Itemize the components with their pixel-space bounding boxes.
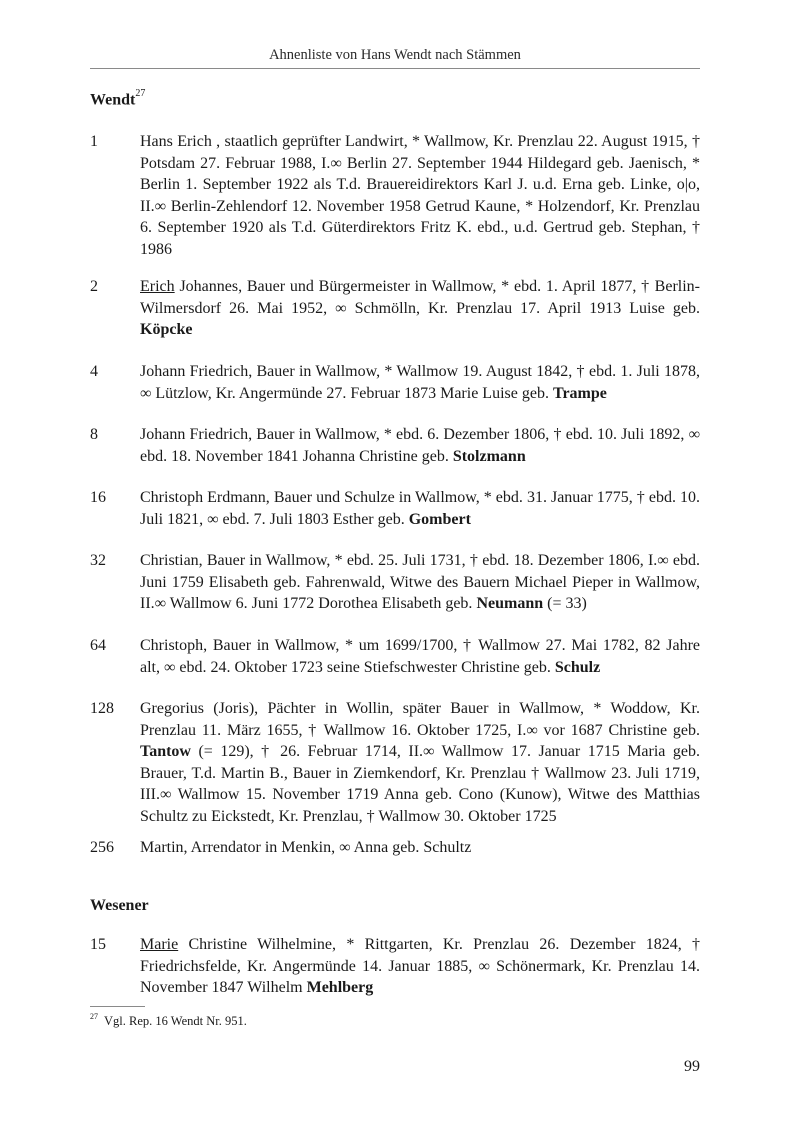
entry-text [140, 361, 700, 404]
ancestor-entry [90, 276, 700, 341]
entry-number: 16 [90, 489, 106, 506]
running-head: Ahnenliste von Hans Wendt nach Stämmen [269, 47, 521, 63]
surname-bold: Tantow [140, 743, 191, 760]
surname-bold: Gombert [408, 510, 471, 528]
entry-text-segment: Christine Wilhelmine, * Rittgarten, Kr. Prenzlau 26. Dezember 1824, † Friedrichsfelde, Kr. Angermünde 14. Januar 1885, ∞ Schönermark, Kr. Prenzlau 14. November 1847 Wilhelm [140, 936, 700, 996]
surname-bold: Stolzmann [452, 447, 526, 465]
ancestor-entry [90, 635, 700, 678]
ancestor-entry [90, 550, 700, 615]
entry-number: 128 [90, 700, 114, 717]
entry-text-segment: Christoph Erdmann, Bauer und Schulze in Wallmow, * ebd. 31. Januar 1775, † ebd. 10. Juli 1821, ∞ ebd. 7. Juli 1803 Esther geb. [140, 489, 700, 528]
section-title-text: Wesener [90, 897, 149, 914]
entry-text [140, 131, 700, 260]
surname-bold: Mehlberg [306, 979, 374, 996]
ancestor-entry [90, 698, 700, 827]
entry-text-segment: Johann Friedrich, Bauer in Wallmow, * Wallmow 19. August 1842, † ebd. 1. Juli 1878, ∞ Lützlow, Kr. Angermünde 27. Februar 1873 Marie Luise geb. [140, 363, 700, 402]
page-number: 99 [684, 1058, 700, 1075]
entry-text [140, 550, 700, 615]
ancestor-entry [90, 487, 700, 530]
ancestor-entry [90, 837, 700, 859]
entry-text-segment: Johannes, Bauer und Bürgermeister in Wallmow, * ebd. 1. April 1877, † Berlin-Wilmersdorf 26. Mai 1952, ∞ Schmölln, Kr. Prenzlau 17. April 1913 Luise geb. [140, 278, 700, 317]
entry-number: 1 [90, 133, 98, 150]
entry-number: 2 [90, 278, 98, 295]
section-title-wesener [90, 897, 149, 915]
entry-number: 64 [90, 637, 106, 654]
entry-text-segment: (= 33) [543, 595, 587, 612]
footnote-mark: 27 [90, 1012, 98, 1021]
entry-text [140, 698, 700, 827]
entry-text [140, 487, 700, 530]
entry-number: 8 [90, 426, 98, 443]
given-name-underlined: Erich [140, 278, 175, 295]
entry-text [140, 635, 700, 678]
entry-text-segment: Johann Friedrich, Bauer in Wallmow, * ebd. 6. Dezember 1806, † ebd. 10. Juli 1892, ∞ ebd. 18. November 1841 Johanna Christine geb. [140, 426, 700, 465]
ancestor-entry [90, 934, 700, 999]
entry-text [140, 934, 700, 999]
ancestor-entry [90, 424, 700, 467]
footnote-text: Vgl. Rep. 16 Wendt Nr. 951. [104, 1014, 247, 1029]
entry-text [140, 424, 700, 467]
entry-text [140, 276, 700, 341]
entry-number: 32 [90, 552, 106, 569]
section-title-wendt [90, 90, 145, 109]
entry-text-segment: Martin, Arrendator in Menkin, ∞ Anna geb. Schultz [140, 839, 472, 856]
entry-number: 256 [90, 839, 114, 856]
footnote-reference: 27 [135, 88, 146, 99]
ancestor-entry [90, 131, 700, 260]
surname-bold: Köpcke [140, 321, 193, 338]
entry-number: 4 [90, 363, 98, 380]
surname-bold: Schulz [554, 658, 601, 676]
entry-text-segment: Gregorius (Joris), Pächter in Wollin, später Bauer in Wallmow, * Woddow, Kr. Prenzlau 11. März 1655, † Wallmow 16. Oktober 1725, I.∞ vor 1687 Christine geb. [140, 700, 700, 739]
given-name-underlined: Marie [140, 936, 179, 953]
surname-bold: Neumann [476, 595, 544, 612]
entry-text-segment: (= 129), † 26. Februar 1714, II.∞ Wallmow 17. Januar 1715 Maria geb. Brauer, T.d. Martin B., Bauer in Ziemkendorf, Kr. Prenzlau † Wallmow 23. Juli 1719, III.∞ Wallmow 15. November 1719 Anna geb. Cono (Kunow), Witwe des Matthias Schultz zu Eickstedt, Kr. Prenzlau, † Wallmow 30. Oktober 1725 [140, 743, 700, 825]
entry-text-segment: Christian, Bauer in Wallmow, * ebd. 25. Juli 1731, † ebd. 18. Dezember 1806, I.∞ ebd. Juni 1759 Elisabeth geb. Fahrenwald, Witwe des Bauern Michael Pieper in Wallmow, II.∞ Wallmow 6. Juni 1772 Dorothea Elisabeth geb. [140, 552, 700, 612]
section-title-text: Wendt [90, 91, 136, 109]
surname-bold: Trampe [552, 384, 607, 402]
entry-number: 15 [90, 936, 106, 953]
entry-text-segment: Hans Erich , staatlich geprüfter Landwirt, * Wallmow, Kr. Prenzlau 22. August 1915, † Potsdam 27. Februar 1988, I.∞ Berlin 27. September 1944 Hildegard geb. Jaenisch, * Berlin 1. September 1922 als T.d. Brauereidirektors Karl J. u.d. Erna geb. Linke, o|o, II.∞ Berlin-Zehlendorf 12. November 1958 Getrud Kaune, * Holzendorf, Kr. Prenzlau 6. September 1920 als T.d. Güterdirektors Fritz K. ebd., u.d. Gertrud geb. Stephan, † 1986 [140, 133, 700, 258]
header-rule [90, 68, 700, 69]
ancestor-entry [90, 361, 700, 404]
footnote [90, 1013, 247, 1029]
entry-text [140, 837, 700, 859]
footnote-rule [90, 1006, 145, 1007]
entry-text-segment: Christoph, Bauer in Wallmow, * um 1699/1700, † Wallmow 27. Mai 1782, 82 Jahre alt, ∞ ebd. 24. Oktober 1723 seine Stiefschwester Christine geb. [140, 637, 700, 676]
